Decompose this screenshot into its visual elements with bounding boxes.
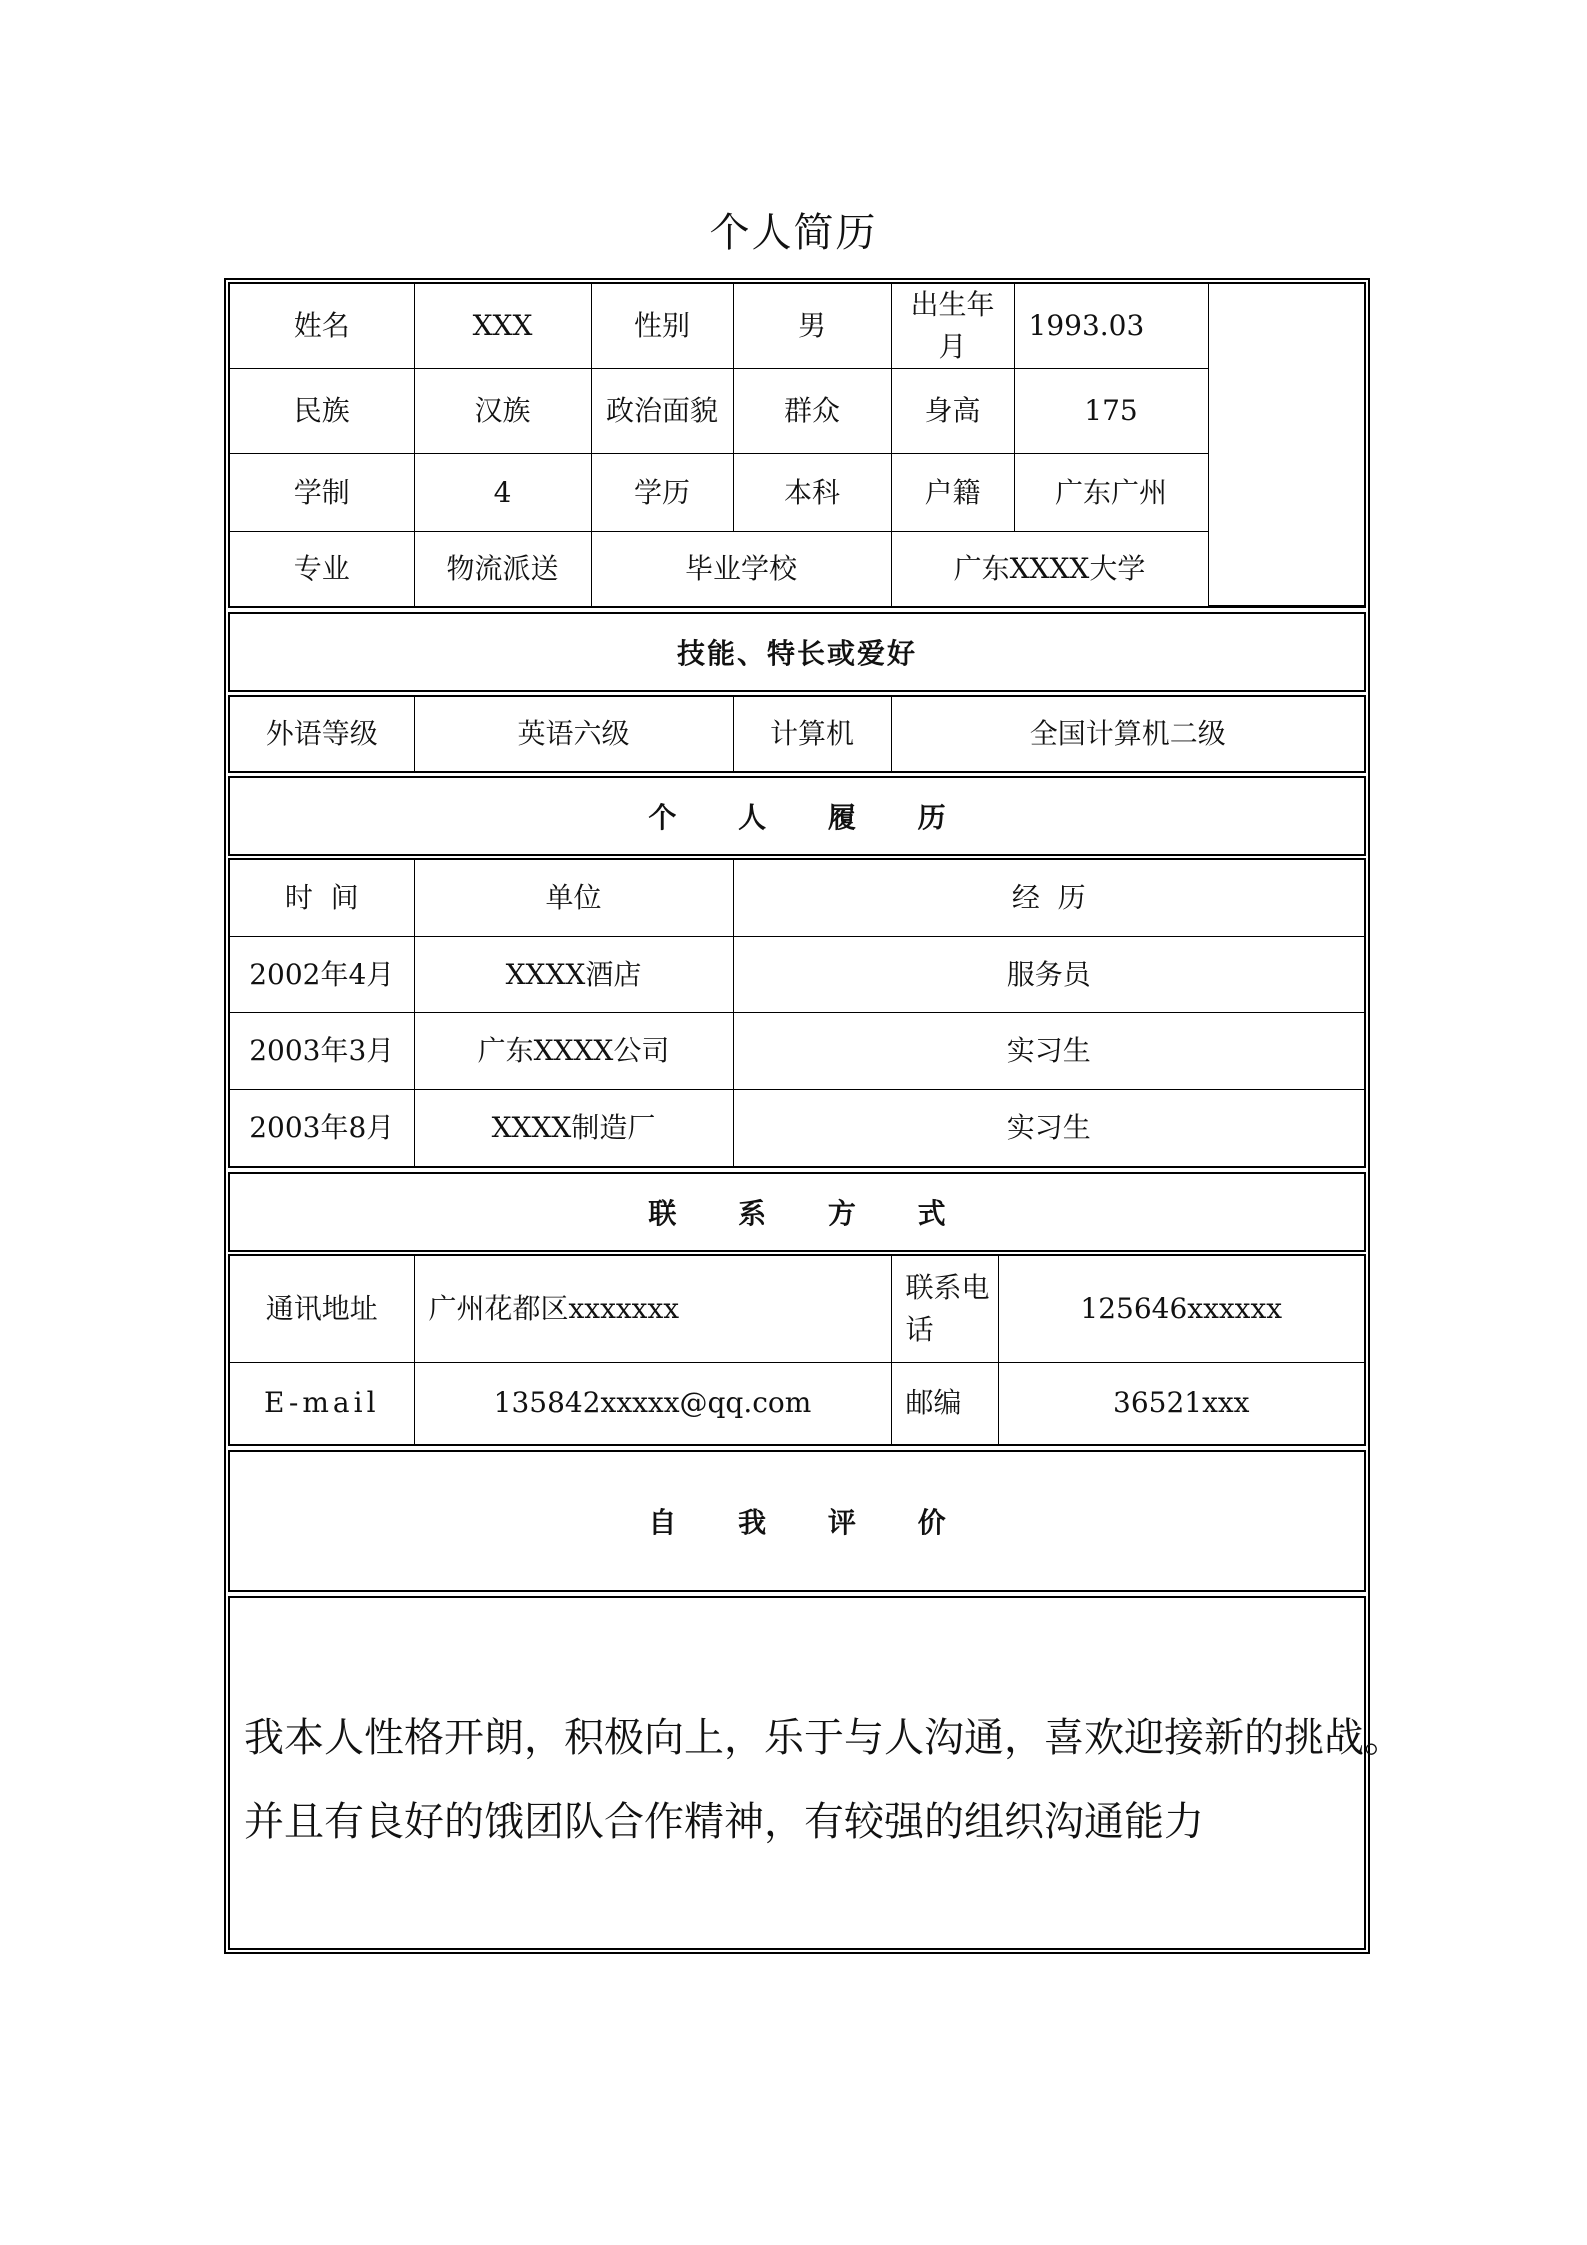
- role-cell: 服务员: [733, 936, 1364, 1013]
- school-label: 毕业学校: [591, 532, 891, 606]
- time-cell: 2003年3月: [230, 1013, 414, 1090]
- contact-table: [230, 1256, 1364, 1444]
- major-label: 专业: [230, 532, 414, 606]
- evaluation-line-1: 我本人性格开朗，积极向上，乐于与人沟通，喜欢迎接新的挑战。: [244, 1715, 1404, 1761]
- page-title: 个人简历: [709, 210, 878, 256]
- political-label: 政治面貌: [591, 369, 733, 454]
- evaluation-text: [244, 1696, 1404, 1864]
- contact-heading-block: [228, 1172, 1366, 1252]
- table-row: [230, 1013, 1364, 1090]
- language-label: 外语等级: [230, 697, 414, 771]
- address-value: 广州花都区xxxxxxx: [414, 1256, 891, 1362]
- hukou-value: 广东广州: [1014, 454, 1208, 532]
- skills-section: [228, 695, 1366, 773]
- computer-value: 全国计算机二级: [891, 697, 1364, 771]
- col-time-header: 时 间: [230, 860, 414, 936]
- col-role-header: 经 历: [733, 860, 1364, 936]
- school-value: 广东XXXX大学: [891, 532, 1208, 606]
- name-label: 姓名: [230, 284, 414, 369]
- unit-cell: 广东XXXX公司: [414, 1013, 733, 1090]
- hukou-label: 户籍: [891, 454, 1014, 532]
- gender-label: 性别: [591, 284, 733, 369]
- skills-table: [230, 697, 1364, 771]
- name-value: XXX: [414, 284, 591, 369]
- ethnic-label: 民族: [230, 369, 414, 454]
- time-cell: 2002年4月: [230, 936, 414, 1013]
- duration-value: 4: [414, 454, 591, 532]
- table-row: [230, 936, 1364, 1013]
- email-label: E-mail: [230, 1362, 414, 1444]
- experience-heading-block: [228, 776, 1366, 856]
- time-cell: 2003年8月: [230, 1090, 414, 1166]
- col-unit-header: 单位: [414, 860, 733, 936]
- unit-cell: XXXX制造厂: [414, 1090, 733, 1166]
- unit-cell: XXXX酒店: [414, 936, 733, 1013]
- evaluation-heading: 自 我 评 价: [648, 1506, 972, 1539]
- zip-value: 36521xxx: [998, 1362, 1364, 1444]
- political-value: 群众: [733, 369, 891, 454]
- contact-section: [228, 1254, 1366, 1446]
- experience-heading: 个 人 履 历: [648, 801, 972, 834]
- evaluation-heading-block: [228, 1450, 1366, 1592]
- skills-heading-block: [228, 612, 1366, 692]
- duration-label: 学制: [230, 454, 414, 532]
- computer-label: 计算机: [733, 697, 891, 771]
- height-label: 身高: [891, 369, 1014, 454]
- degree-value: 本科: [733, 454, 891, 532]
- height-value: 175: [1014, 369, 1208, 454]
- experience-table: [230, 860, 1364, 1166]
- address-label: 通讯地址: [230, 1256, 414, 1362]
- evaluation-section: [228, 1596, 1404, 1950]
- table-row: [230, 1090, 1364, 1166]
- phone-value: 125646xxxxxx: [998, 1256, 1364, 1362]
- experience-section: [228, 858, 1366, 1168]
- language-value: 英语六级: [414, 697, 733, 771]
- evaluation-line-2: 并且有良好的饿团队合作精神，有较强的组织沟通能力: [244, 1799, 1204, 1845]
- degree-label: 学历: [591, 454, 733, 532]
- ethnic-value: 汉族: [414, 369, 591, 454]
- basic-info-table: [230, 284, 1364, 606]
- role-cell: 实习生: [733, 1013, 1364, 1090]
- role-cell: 实习生: [733, 1090, 1364, 1166]
- zip-label: 邮编: [891, 1362, 998, 1444]
- major-value: 物流派送: [414, 532, 591, 606]
- phone-label: 联系电话: [891, 1256, 998, 1362]
- contact-heading: 联 系 方 式: [648, 1197, 972, 1230]
- photo-cell: [1208, 284, 1364, 606]
- birth-label: 出生年月: [891, 284, 1014, 369]
- basic-info-section: [228, 282, 1366, 608]
- gender-value: 男: [733, 284, 891, 369]
- email-value: 135842xxxxx@qq.com: [414, 1362, 891, 1444]
- birth-value: 1993.03: [1014, 284, 1208, 369]
- skills-heading: 技能、特长或爱好: [676, 637, 917, 670]
